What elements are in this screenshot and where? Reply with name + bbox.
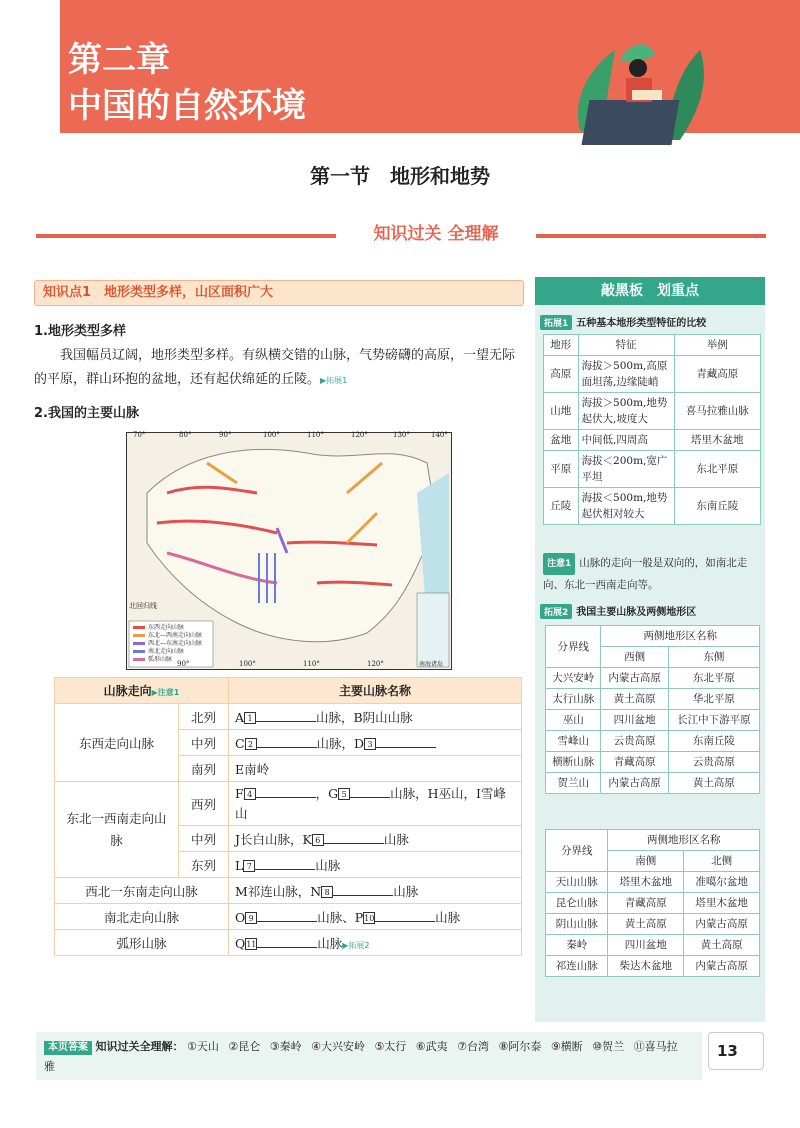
subheading-mountains: 2.我国的主要山脉 [34, 406, 139, 421]
answer-item: ⑧阿尔泰 [498, 1040, 545, 1053]
lon-130: 130° [393, 431, 410, 439]
table-row: 大兴安岭 内蒙古高原 东北平原 [546, 668, 760, 689]
table-header-row: 分界线 两侧地形区名称 [546, 626, 760, 647]
chapter-number: 第二章 [68, 40, 170, 80]
lon-bottom-100: 100° [239, 660, 256, 668]
mt-row-mid: C 2 山脉，D 3 [228, 730, 521, 756]
terrain-paragraph [34, 344, 524, 393]
answer-title: 知识过关全理解： [95, 1040, 184, 1053]
lon-bottom-120: 120° [367, 660, 384, 668]
banner-line-left [36, 234, 336, 238]
lon-140: 140° [431, 431, 448, 439]
table-row: 昆仑山脉 青藏高原 塔里木盆地 [546, 893, 760, 914]
table-row: 祁连山脉 柴达木盆地 内蒙古高原 [546, 956, 760, 977]
table-row: 阴山山脉 黄土高原 内蒙古高原 [546, 914, 760, 935]
terrain-compare-table [543, 334, 761, 525]
mt-header-direction: 山脉走向▶注意1 [55, 678, 229, 704]
mt-ns: 南北走向山脉 [55, 904, 229, 930]
table-row: 太行山脉 黄土高原 华北平原 [546, 689, 760, 710]
extension-tag: ▶拓展1 [320, 376, 348, 385]
legend-ew: 东西走向山脉 [148, 624, 185, 631]
mt-row-west: F 4 ，G 5 山脉，H巫山，I雪峰山 [228, 782, 521, 826]
south-sea-label: 南海诸岛 [419, 661, 444, 668]
lon-120: 120° [351, 431, 368, 439]
reading-person-illustration [560, 40, 720, 150]
mountain-table: 山脉走向▶注意1 主要山脉名称 东西走向山脉 北列 A 1 山脉，B阴山山脉 中列 C 2 山脉，D 3 南列 E南岭 东北一西南走向山脉 西列 F 4 ，G 5 山脉，H巫山，I雪峰山 中列 J长白山脉，K 6 山脉 东列 L 7 山脉 西北一东南走向山脉 M祁连山脉，N 8 山脉 南北走向山脉 O 9 山脉、P10 山脉 弧形山脉 Q11 山脉▶拓展2 [54, 677, 522, 956]
lon-80: 80° [179, 431, 192, 439]
range-ew-table [545, 625, 760, 794]
legend-ns: 南北走向山脉 [148, 648, 185, 655]
mt-row-mid2: J长白山脉，K 6 山脉 [228, 826, 521, 852]
china-mountain-map [126, 432, 452, 670]
lon-bottom-110: 110° [303, 660, 320, 668]
mt-ew: 东西走向山脉 [55, 704, 179, 782]
legend-ne: 东北—西南走向山脉 [148, 632, 203, 639]
header-margin [0, 0, 60, 133]
mt-header-names: 主要山脉名称 [228, 678, 521, 704]
answer-strip [36, 1032, 702, 1080]
table-row: 贺兰山 内蒙古高原 黄土高原 [546, 773, 760, 794]
mt-row-arc: Q11 山脉▶拓展2 [228, 930, 521, 956]
mt-nw: 西北一东南走向山脉 [55, 878, 229, 904]
legend-nw: 西北—东南走向山脉 [148, 640, 203, 647]
paragraph-text: 我国幅员辽阔，地形类型多样。有纵横交错的山脉，气势磅礴的高原，一望无际的平原，群山环抱的盆地，还有起伏绵延的丘陵。 [34, 348, 516, 387]
answer-item: ②昆仑 [228, 1040, 264, 1053]
table-row: 高原 海拔＞500m,高原面坦荡,边缘陡峭 青藏高原 [544, 356, 761, 393]
answer-label: 本页答案 [44, 1041, 92, 1055]
table-row: 巫山 四川盆地 长江中下游平原 [546, 710, 760, 731]
table-row: 山地 海拔＞500m,地势起伏大,坡度大 喜马拉雅山脉 [544, 393, 761, 430]
mt-row-nw: M祁连山脉，N 8 山脉 [228, 878, 521, 904]
answer-item: ⑩贺兰 [592, 1040, 628, 1053]
answer-item: ④大兴安岭 [311, 1040, 369, 1053]
ext1-heading: 拓展1 五种基本地形类型特征的比较 [540, 314, 706, 330]
page-number: 13 [708, 1032, 764, 1070]
table-row: 平原 海拔＜200m,宽广平坦 东北平原 [544, 451, 761, 488]
subheading-terrain-types: 1.地形类型多样 [34, 324, 126, 339]
chapter-title: 中国的自然环境 [68, 86, 306, 126]
mt-row-ns: O 9 山脉、P10 山脉 [228, 904, 521, 930]
lon-bottom-90: 90° [177, 660, 190, 668]
mt-row-east: L 7 山脉 [228, 852, 521, 878]
table-subheader-row: 西侧 东侧 [546, 647, 760, 668]
ext2-heading: 拓展2 我国主要山脉及两侧地形区 [540, 603, 696, 619]
answer-item: ⑨横断 [550, 1040, 587, 1053]
answer-item: ⑪喜马拉雅 [44, 1040, 678, 1073]
table-header-row: 分界线 两侧地形区名称 [546, 830, 760, 851]
table-row: 天山山脉 塔里木盆地 准噶尔盆地 [546, 872, 760, 893]
range-ns-table [545, 829, 760, 977]
answer-item: ③秦岭 [269, 1040, 306, 1053]
table-row: 丘陵 海拔＜500m,地势起伏相对较大 东南丘陵 [544, 488, 761, 525]
mt-ne: 东北一西南走向山脉 [55, 782, 179, 878]
banner-line-right [536, 234, 766, 238]
table-row: 盆地 中间低,四周高 塔里木盆地 [544, 430, 761, 451]
lon-100: 100° [263, 431, 280, 439]
table-row: 秦岭 四川盆地 黄土高原 [546, 935, 760, 956]
table-header-row: 地形 特征 举例 [544, 335, 761, 356]
answer-item: ①天山 [187, 1040, 223, 1053]
sidebar-header: 敲黑板 划重点 [535, 277, 765, 305]
knowledge-point-heading: 知识点1 地形类型多样，山区面积广大 [34, 280, 524, 306]
note1: 注意1 山脉的走向一般是双向的，如南北走向、东北一西南走向等。 [543, 553, 761, 595]
mt-arc: 弧形山脉 [55, 930, 229, 956]
section-title: 第一节 地形和地势 [310, 164, 490, 188]
lon-90: 90° [219, 431, 232, 439]
banner-label: 知识过关 全理解 [336, 219, 536, 249]
lon-70: 70° [133, 431, 146, 439]
answer-item: ⑦台湾 [457, 1040, 493, 1053]
answer-item: ⑥武夷 [415, 1040, 452, 1053]
mt-row-north: A 1 山脉，B阴山山脉 [228, 704, 521, 730]
table-row: 横断山脉 青藏高原 云贵高原 [546, 752, 760, 773]
table-subheader-row: 南侧 北侧 [546, 851, 760, 872]
tropic-label: 北回归线 [129, 602, 157, 610]
legend-arc: 弧形山脉 [148, 656, 173, 663]
table-row: 雪峰山 云贵高原 东南丘陵 [546, 731, 760, 752]
mt-row-south: E南岭 [228, 756, 521, 782]
lon-110: 110° [307, 431, 324, 439]
answer-item: ⑤太行 [374, 1040, 410, 1053]
knowledge-banner [36, 225, 766, 247]
